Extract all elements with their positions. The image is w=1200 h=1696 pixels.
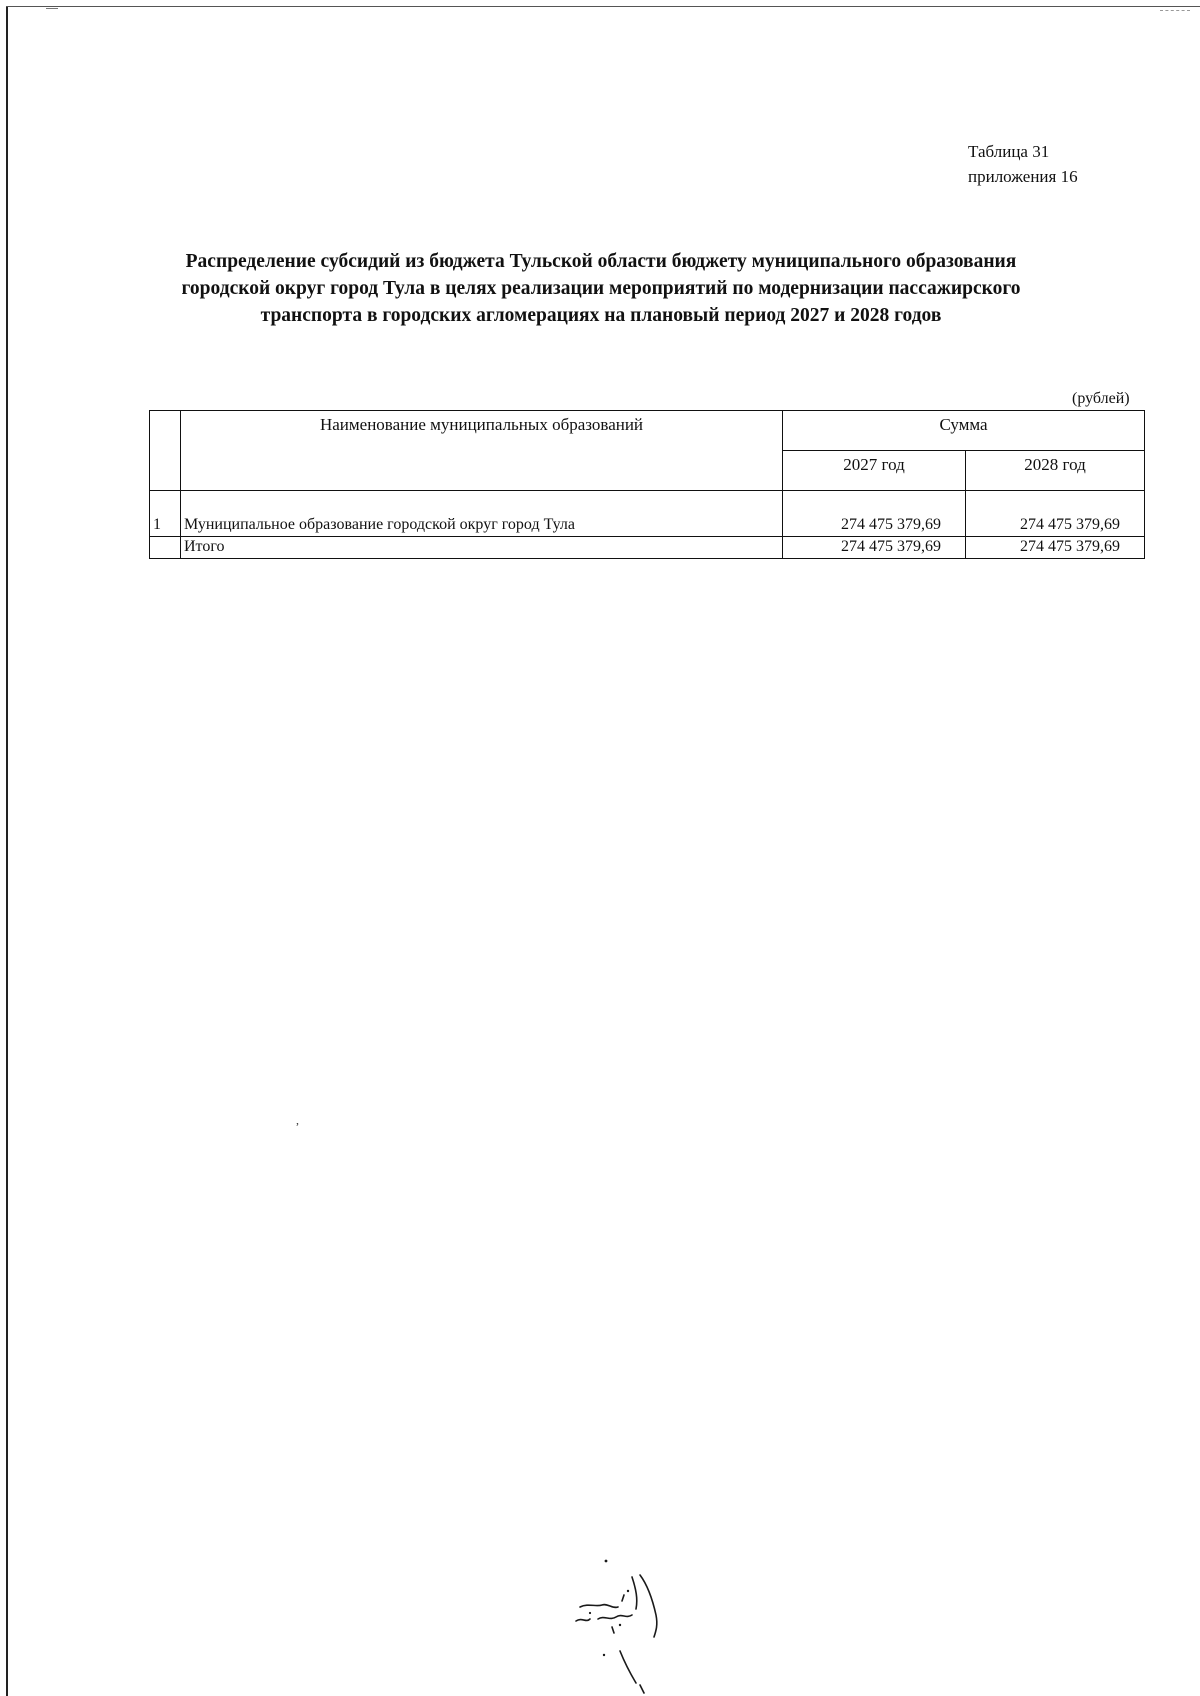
handwritten-signature xyxy=(560,1555,690,1695)
header-sum-label: Сумма xyxy=(939,415,988,434)
header-name-label: Наименование муниципальных образований xyxy=(319,415,644,434)
table-row xyxy=(150,491,1145,537)
units-label: (рублей) xyxy=(1072,390,1130,407)
table-reference xyxy=(968,139,1078,189)
row-amount-cell xyxy=(966,491,1145,537)
title-line: Распределение субсидий из бюджета Тульской области бюджету муниципального образования xyxy=(185,251,1017,272)
total-amount-cell xyxy=(783,537,966,559)
row-name-cell xyxy=(181,491,783,537)
total-number-cell xyxy=(150,537,181,559)
page-border xyxy=(6,6,8,1696)
scan-mark: , xyxy=(296,1113,299,1127)
table-total-row xyxy=(150,537,1145,559)
title-line: транспорта в городских агломерациях на плановый период 2027 и 2028 годов xyxy=(260,305,942,326)
table-number: Таблица 31 xyxy=(968,142,1050,161)
document-title xyxy=(150,248,1052,329)
amount-2028: 274 475 379,69 xyxy=(1020,516,1121,533)
total-label: Итого xyxy=(184,538,225,555)
subsidy-table xyxy=(149,410,1145,559)
header-cell-name xyxy=(181,411,783,491)
header-cell-year xyxy=(966,451,1145,491)
total-2027: 274 475 379,69 xyxy=(841,538,941,555)
row-number: 1 xyxy=(153,516,161,533)
amount-2027: 274 475 379,69 xyxy=(841,516,941,533)
scan-mark xyxy=(1160,10,1190,12)
scan-mark xyxy=(46,8,58,9)
table-header-row xyxy=(150,411,1145,451)
total-amount-cell xyxy=(966,537,1145,559)
row-amount-cell xyxy=(783,491,966,537)
row-number-cell xyxy=(150,491,181,537)
header-cell-number xyxy=(150,411,181,491)
page-border-top xyxy=(6,6,1200,7)
header-cell-year xyxy=(783,451,966,491)
header-cell-sum xyxy=(783,411,1145,451)
total-2028: 274 475 379,69 xyxy=(1020,538,1121,555)
total-label-cell xyxy=(181,537,783,559)
header-year-label: 2028 год xyxy=(1024,455,1086,474)
title-line: городской округ город Тула в целях реализации мероприятий по модернизации пассажирского xyxy=(181,278,1021,299)
municipality-name: Муниципальное образование городской округ город Тула xyxy=(184,516,575,533)
header-year-label: 2027 год xyxy=(843,455,905,474)
appendix-number: приложения 16 xyxy=(968,167,1078,186)
